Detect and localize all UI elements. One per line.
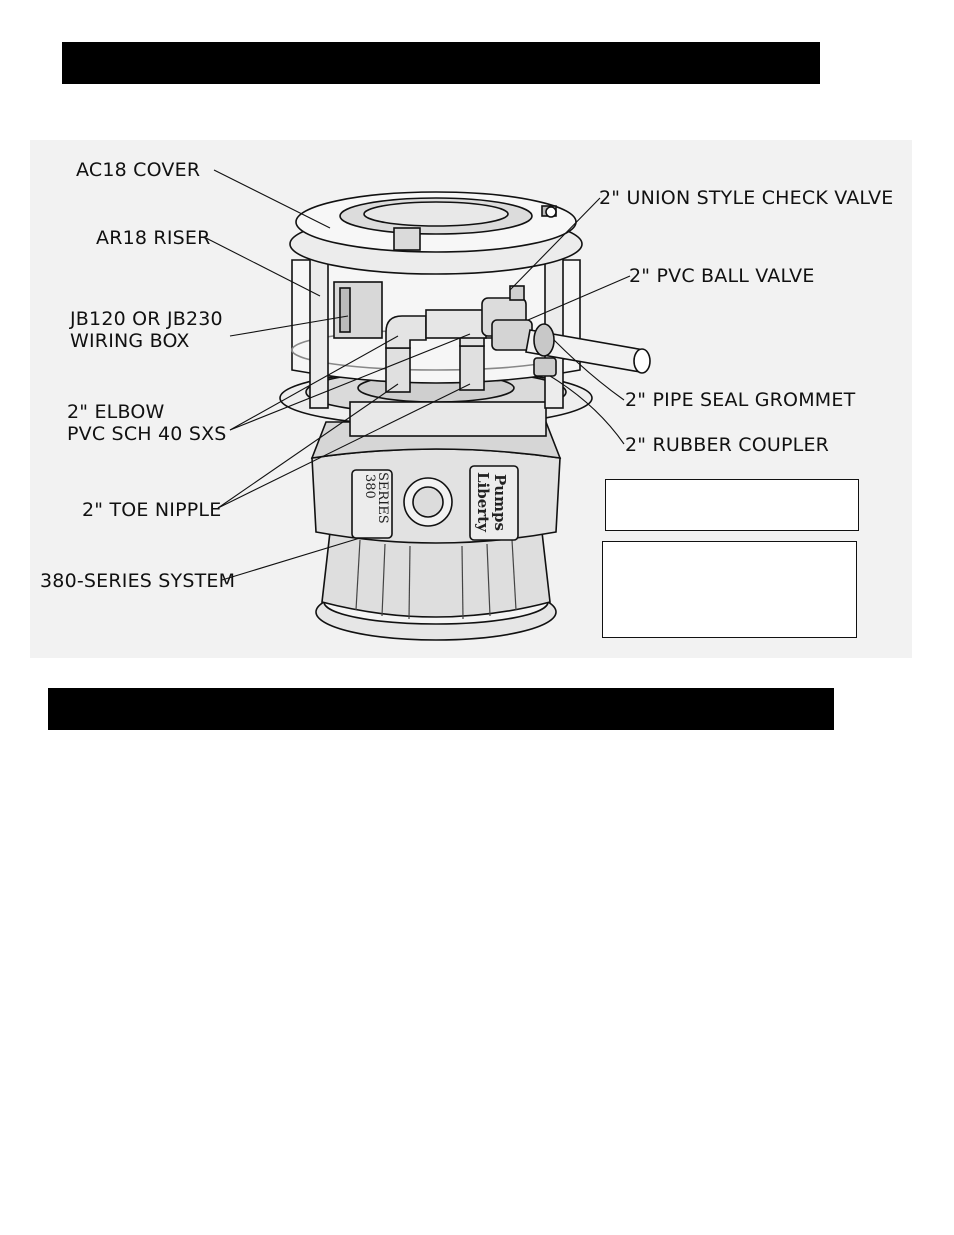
label-380-series-system: 380-SERIES SYSTEM bbox=[40, 570, 236, 592]
pipe-grommet bbox=[534, 324, 554, 356]
label-check-valve: 2" UNION STYLE CHECK VALVE bbox=[599, 187, 894, 209]
label-wiring-box: JB120 OR JB230 WIRING BOX bbox=[70, 308, 223, 352]
label-ac18-cover: AC18 COVER bbox=[76, 159, 201, 181]
label-rubber-coupler: 2" RUBBER COUPLER bbox=[625, 434, 830, 456]
blank-callout-box-large bbox=[602, 541, 857, 638]
riser-post-left bbox=[310, 258, 328, 408]
label-pipe-grommet: 2" PIPE SEAL GROMMET bbox=[625, 389, 856, 411]
toe-nipple-right bbox=[460, 346, 484, 390]
brand-logo-line2: Pumps bbox=[491, 474, 509, 531]
label-ar18-riser: AR18 RISER bbox=[96, 227, 211, 249]
section-header-bar-top bbox=[62, 42, 820, 84]
label-toe-nipple: 2" TOE NIPPLE bbox=[82, 499, 222, 521]
label-ball-valve: 2" PVC BALL VALVE bbox=[629, 265, 815, 287]
section-header-bar-middle bbox=[48, 688, 834, 730]
series-number-mark: 380 bbox=[362, 474, 377, 499]
brand-logo-line1: Liberty bbox=[474, 472, 492, 532]
series-word-mark: SERIES bbox=[375, 472, 390, 524]
rubber-coupler bbox=[534, 358, 556, 376]
ball-valve bbox=[492, 320, 532, 350]
assembly-figure bbox=[30, 140, 912, 658]
label-elbow: 2" ELBOW PVC SCH 40 SXS bbox=[67, 401, 227, 445]
toe-nipple-left bbox=[386, 348, 410, 392]
blank-callout-box-small bbox=[605, 479, 859, 531]
